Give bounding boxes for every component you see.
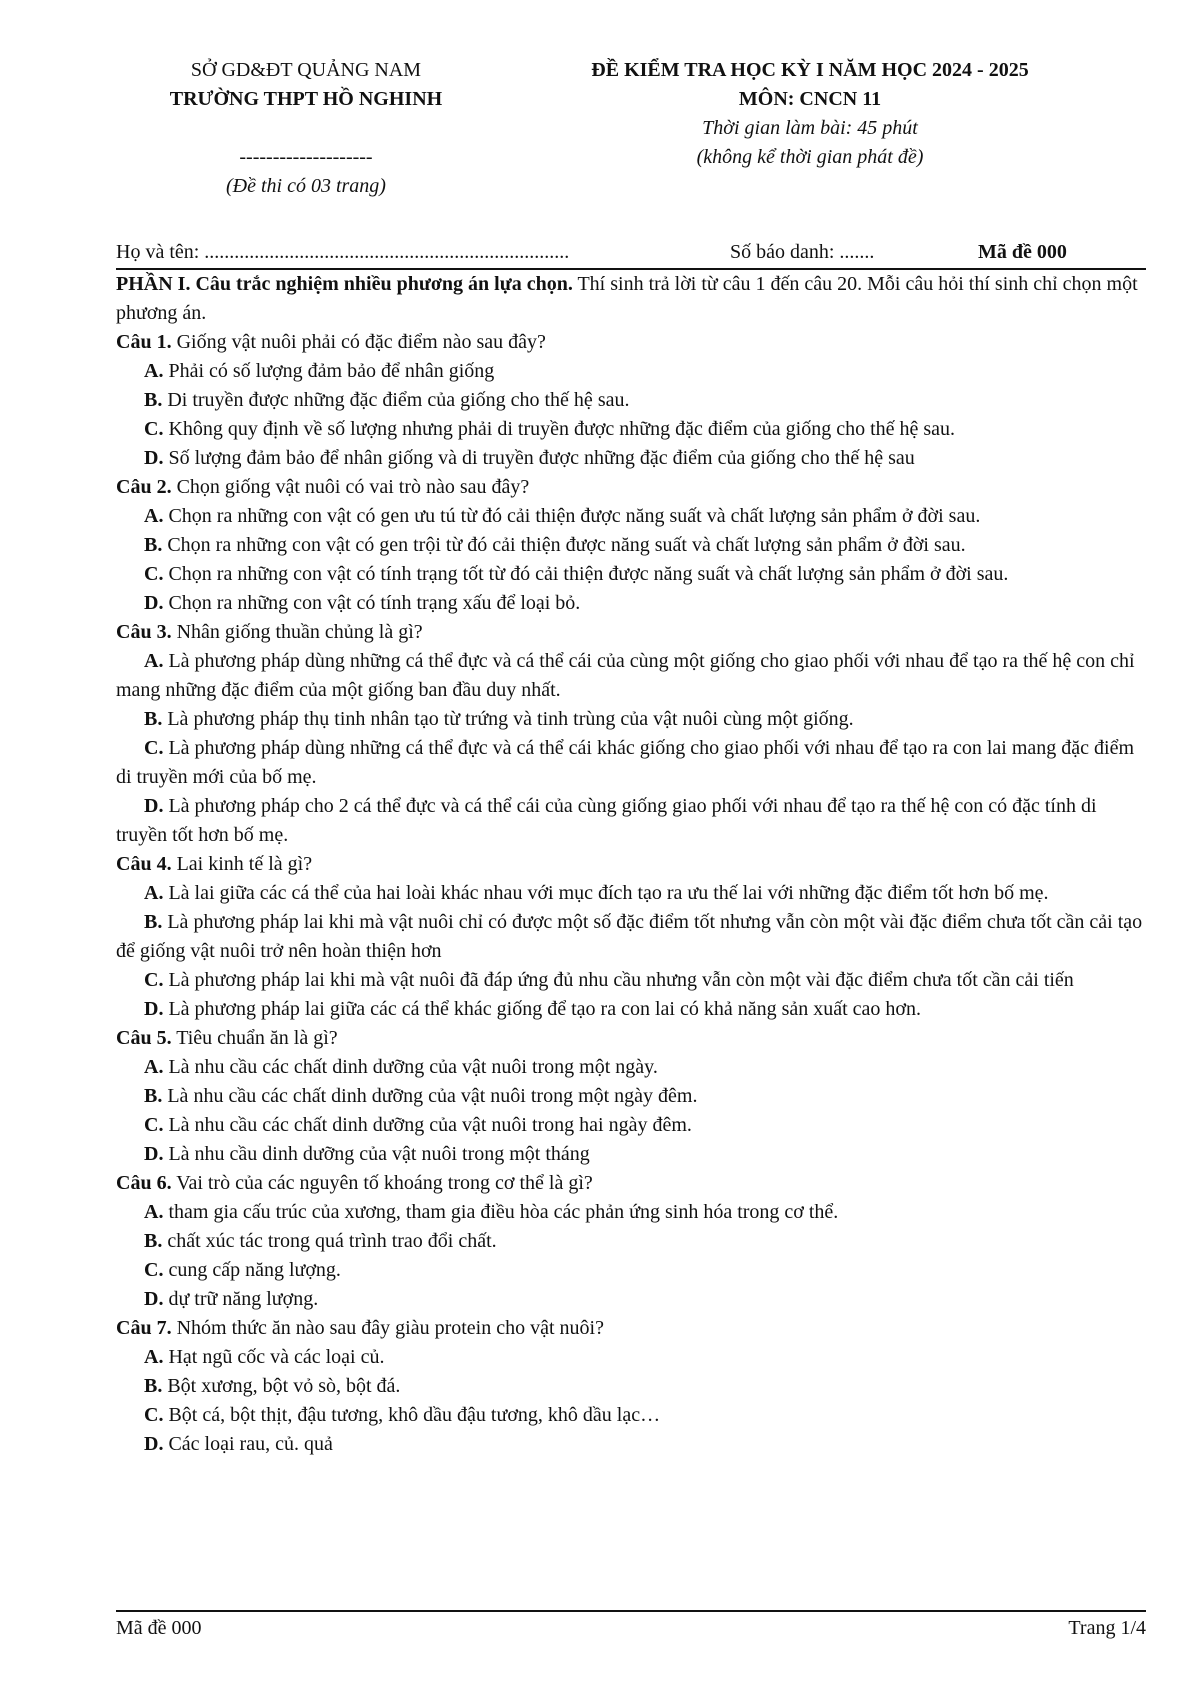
answer-option: A. Phải có số lượng đảm bảo để nhân giống bbox=[144, 360, 495, 382]
answer-option: B. Là phương pháp thụ tinh nhân tạo từ trứng và tinh trùng của vật nuôi cùng một giống. bbox=[144, 708, 854, 730]
question-stem: Câu 1. Giống vật nuôi phải có đặc điểm nào sau đây? bbox=[116, 331, 546, 353]
answer-option: B. Chọn ra những con vật có gen trội từ đó cải thiện được năng suất và chất lượng sản phẩm ở đời sau. bbox=[144, 534, 966, 556]
page-footer bbox=[116, 1614, 1146, 1643]
section-heading bbox=[116, 270, 1146, 328]
answer-option: A. Là phương pháp dùng những cá thể đực và cá thể cái của cùng một giống cho giao phối với nhau để tạo ra thế hệ con chỉ mang những đặc điểm của một giống ban đầu duy nhất. bbox=[116, 650, 1135, 701]
section-instruction: Thí sinh trả lời từ câu 1 đến câu 20. Mỗi câu hỏi thí sinh chỉ chọn một phương án. bbox=[116, 273, 1138, 324]
answer-option: A. Chọn ra những con vật có gen ưu tú từ đó cải thiện được năng suất và chất lượng sản phẩm ở đời sau. bbox=[144, 505, 981, 527]
answer-option: C. Là phương pháp dùng những cá thể đực và cá thể cái khác giống cho giao phối với nhau để tạo ra con lai mang đặc điểm di truyền mới của bố mẹ. bbox=[116, 737, 1135, 788]
answer-option: A. Là lai giữa các cá thể của hai loài khác nhau với mục đích tạo ra ưu thế lai với những đặc điểm tốt hơn bố mẹ. bbox=[144, 882, 1049, 904]
answer-option: A. Hạt ngũ cốc và các loại củ. bbox=[144, 1346, 385, 1368]
answer-option: C. Không quy định về số lượng nhưng phải di truyền được những đặc điểm của giống cho thế hệ sau. bbox=[144, 418, 956, 440]
duration-note: (không kể thời gian phát đề) bbox=[696, 146, 924, 168]
question-stem: Câu 4. Lai kinh tế là gì? bbox=[116, 853, 313, 875]
exam-title: ĐỀ KIỂM TRA HỌC KỲ I NĂM HỌC 2024 - 2025 bbox=[591, 59, 1029, 81]
answer-option: B. chất xúc tác trong quá trình trao đổi chất. bbox=[144, 1230, 497, 1252]
candidate-number-field: Số báo danh: ....... bbox=[730, 241, 875, 263]
answer-option: C. cung cấp năng lượng. bbox=[144, 1259, 341, 1281]
subject: MÔN: CNCN 11 bbox=[738, 88, 882, 110]
answer-option: D. Chọn ra những con vật có tính trạng xấu để loại bỏ. bbox=[144, 592, 581, 614]
answer-option: A. tham gia cấu trúc của xương, tham gia điều hòa các phản ứng sinh hóa trong cơ thể. bbox=[144, 1201, 839, 1223]
question-stem: Câu 2. Chọn giống vật nuôi có vai trò nào sau đây? bbox=[116, 476, 530, 498]
answer-option: B. Di truyền được những đặc điểm của giống cho thế hệ sau. bbox=[144, 389, 630, 411]
question-stem: Câu 5. Tiêu chuẩn ăn là gì? bbox=[116, 1027, 338, 1049]
answer-option: C. Chọn ra những con vật có tính trạng tốt từ đó cải thiện được năng suất và chất lượng sản phẩm ở đời sau. bbox=[144, 563, 1009, 585]
exam-body bbox=[116, 270, 1146, 1459]
answer-option: D. Là phương pháp lai giữa các cá thể khác giống để tạo ra con lai có khả năng sản xuất cao hơn. bbox=[144, 998, 922, 1020]
department-name: SỞ GD&ĐT QUẢNG NAM bbox=[190, 59, 422, 81]
answer-option: D. Là phương pháp cho 2 cá thể đực và cá thể cái của cùng giống giao phối với nhau để tạo ra thế hệ con có đặc tính di truyền tốt hơn bố mẹ. bbox=[116, 795, 1097, 846]
header-left bbox=[116, 56, 496, 201]
question-stem: Câu 7. Nhóm thức ăn nào sau đây giàu protein cho vật nuôi? bbox=[116, 1317, 604, 1339]
answer-option: D. Là nhu cầu dinh dưỡng của vật nuôi trong một tháng bbox=[144, 1143, 590, 1165]
school-name: TRƯỜNG THPT HỒ NGHINH bbox=[169, 88, 443, 110]
page-count-note: (Đề thi có 03 trang) bbox=[226, 175, 386, 197]
answer-option: B. Là nhu cầu các chất dinh dưỡng của vật nuôi trong một ngày đêm. bbox=[144, 1085, 698, 1107]
header-right bbox=[520, 56, 1100, 172]
answer-option: B. Bột xương, bột vỏ sò, bột đá. bbox=[144, 1375, 401, 1397]
answer-option: A. Là nhu cầu các chất dinh dưỡng của vật nuôi trong một ngày. bbox=[144, 1056, 658, 1078]
answer-option: D. Số lượng đảm bảo để nhân giống và di truyền được những đặc điểm của giống cho thế hệ sau bbox=[144, 447, 915, 469]
answer-option: B. Là phương pháp lai khi mà vật nuôi chỉ có được một số đặc điểm tốt nhưng vẫn còn một vài đặc điểm chưa tốt cần cải tạo để giống vật nuôi trở nên hoàn thiện hơn bbox=[116, 911, 1143, 962]
answer-option: C. Bột cá, bột thịt, đậu tương, khô dầu đậu tương, khô dầu lạc… bbox=[144, 1404, 661, 1426]
answer-option: D. Các loại rau, củ. quả bbox=[144, 1433, 333, 1455]
student-info bbox=[116, 238, 1146, 267]
question-stem: Câu 6. Vai trò của các nguyên tố khoáng trong cơ thể là gì? bbox=[116, 1172, 593, 1194]
section-title: PHẦN I. Câu trắc nghiệm nhiều phương án lựa chọn. bbox=[116, 273, 573, 295]
page-number: Trang 1/4 bbox=[1068, 1617, 1146, 1639]
footer-exam-code: Mã đề 000 bbox=[116, 1617, 202, 1639]
exam-code: Mã đề 000 bbox=[978, 241, 1067, 263]
answer-option: C. Là phương pháp lai khi mà vật nuôi đã đáp ứng đủ nhu cầu nhưng vẫn còn một vài đặc điểm chưa tốt cần cải tiến bbox=[144, 969, 1074, 991]
question-stem: Câu 3. Nhân giống thuần chủng là gì? bbox=[116, 621, 423, 643]
answer-option: C. Là nhu cầu các chất dinh dưỡng của vật nuôi trong hai ngày đêm. bbox=[144, 1114, 692, 1136]
duration: Thời gian làm bài: 45 phút bbox=[702, 117, 918, 139]
header-separator: -------------------- bbox=[239, 146, 373, 168]
student-name-field: Họ và tên: ......................................................................... bbox=[116, 241, 570, 263]
footer-divider bbox=[116, 1610, 1146, 1612]
answer-option: D. dự trữ năng lượng. bbox=[144, 1288, 319, 1310]
